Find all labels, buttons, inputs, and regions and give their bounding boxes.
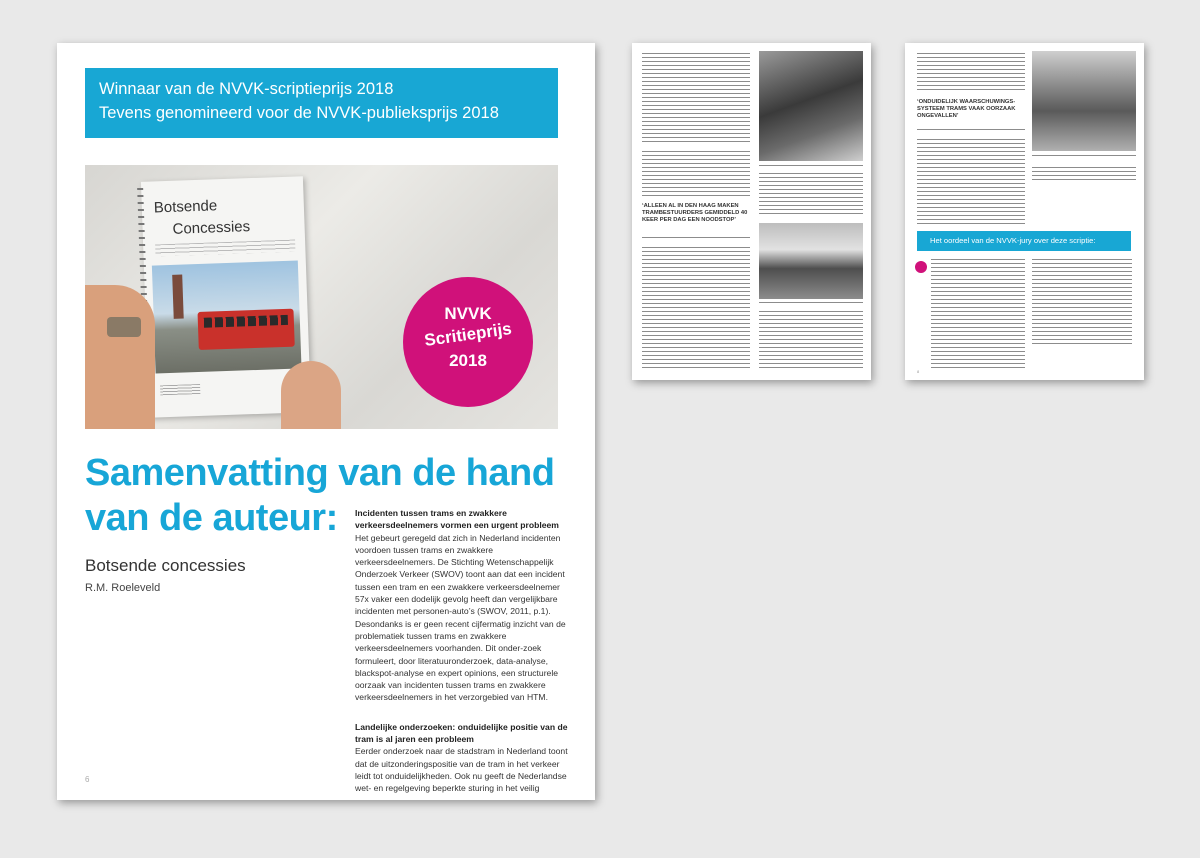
book-subtitle-lines bbox=[155, 240, 295, 257]
right-hand bbox=[281, 361, 341, 429]
section-1-text: Het gebeurt geregeld dat zich in Nederland incidenten voordoen tussen trams en zwakkere verkeersdeelnemers. De Stichting Wetenschappelijk Onderzoek Verkeer (SWOV) toont aan dat een incident tussen een tram en een zwakkere verkeersdeelnemer 57x vaker een dodelijk gevolg heeft dan vergelijkbare incidenten met personen-auto’s (SWOV, 2011, p.1). Desondanks is er geen recent cijfermatig inzicht van de problematiek tussen trams en zwakkere verkeersdeelnemers voorhanden. Dit onder-zoek formuleert, door literatuuronderzoek, data-analyse, blackspot-analyse en expert opinions, een structurele oorzaak van incidenten tussen trams en zwakkere verkeersdeelnemers in het verzorgebied van HTM. bbox=[355, 532, 566, 703]
text-block bbox=[917, 139, 1025, 227]
prize-stamp bbox=[403, 277, 533, 407]
text-block bbox=[642, 247, 750, 371]
pullquote-heading: ‘ONDUIDELIJK WAARSCHUWINGS-SYSTEEM TRAMS VAAK OORZAAK ONGEVALLEN’ bbox=[917, 99, 1016, 119]
page-number: 8 bbox=[917, 369, 920, 374]
section-1-heading: Incidenten tussen trams en zwakkere verkeersdeelnemers vormen een urgent probleem bbox=[355, 508, 559, 531]
stamp-line-3: 2018 bbox=[449, 351, 487, 370]
text-block bbox=[759, 173, 863, 217]
page-number: 6 bbox=[85, 775, 90, 784]
book-footer-lines bbox=[160, 384, 200, 395]
cover-photo bbox=[85, 165, 558, 429]
main-page bbox=[57, 43, 595, 800]
text-block bbox=[917, 53, 1025, 93]
church-tower bbox=[172, 275, 184, 319]
city-square-photo bbox=[1032, 51, 1136, 151]
caption bbox=[1032, 155, 1136, 159]
banner-line-2: Tevens genomineerd voor de NVVK-publieksprijs 2018 bbox=[99, 104, 499, 122]
wristwatch bbox=[107, 317, 141, 337]
text-block bbox=[642, 53, 750, 145]
article-body bbox=[355, 507, 569, 795]
tram-photo bbox=[152, 260, 302, 373]
section-2-text: Eerder onderzoek naar de stadstram in Nederland toont dat de uitzonderingspositie van de tram in het verkeer leidt tot onduidelijkheden. Ook nu geeft de Nederlandse wet- en regelgeving beperkte sturing in het veilig bbox=[355, 746, 568, 794]
caption bbox=[759, 165, 863, 169]
subtitle: Botsende concessies bbox=[85, 556, 246, 575]
text-block bbox=[642, 151, 750, 199]
book-title-line-1: Botsende bbox=[153, 197, 218, 217]
caption bbox=[917, 129, 1025, 133]
stamp-line-2: Scritieprijs bbox=[423, 318, 513, 351]
thumbnail-page-2 bbox=[632, 43, 871, 380]
book-title-line-2: Concessies bbox=[172, 218, 251, 238]
headline: Samenvatting van de hand van de auteur: bbox=[85, 452, 555, 539]
award-banner bbox=[85, 68, 558, 138]
tram-street-photo bbox=[759, 223, 863, 299]
book-title bbox=[153, 194, 250, 241]
text-block bbox=[1032, 259, 1132, 347]
stamp-line-1: NVVK bbox=[444, 304, 492, 323]
thumbnail-page-3 bbox=[905, 43, 1144, 380]
section-2-heading: Landelijke onderzoeken: onduidelijke positie van de tram is al jaren een probleem bbox=[355, 721, 568, 745]
text-block bbox=[759, 311, 863, 371]
pullquote-heading: ‘ALLEEN AL IN DEN HAAG MAKEN TRAMBESTUURDERS GEMIDDELD 40 KEER PER DAG EEN NOODSTOP’ bbox=[642, 203, 748, 223]
thumbs-up-icon bbox=[915, 261, 927, 273]
jury-banner: Het oordeel van de NVVK-jury over deze scriptie: bbox=[917, 231, 1131, 251]
text-block bbox=[1032, 167, 1136, 181]
tram-cabin-photo bbox=[759, 51, 863, 161]
left-hand bbox=[85, 285, 155, 429]
caption bbox=[759, 302, 863, 306]
banner-line-1: Winnaar van de NVVK-scriptieprijs 2018 bbox=[99, 80, 394, 98]
text-block bbox=[931, 259, 1025, 371]
author: R.M. Roeleveld bbox=[85, 582, 161, 594]
caption bbox=[642, 237, 750, 241]
